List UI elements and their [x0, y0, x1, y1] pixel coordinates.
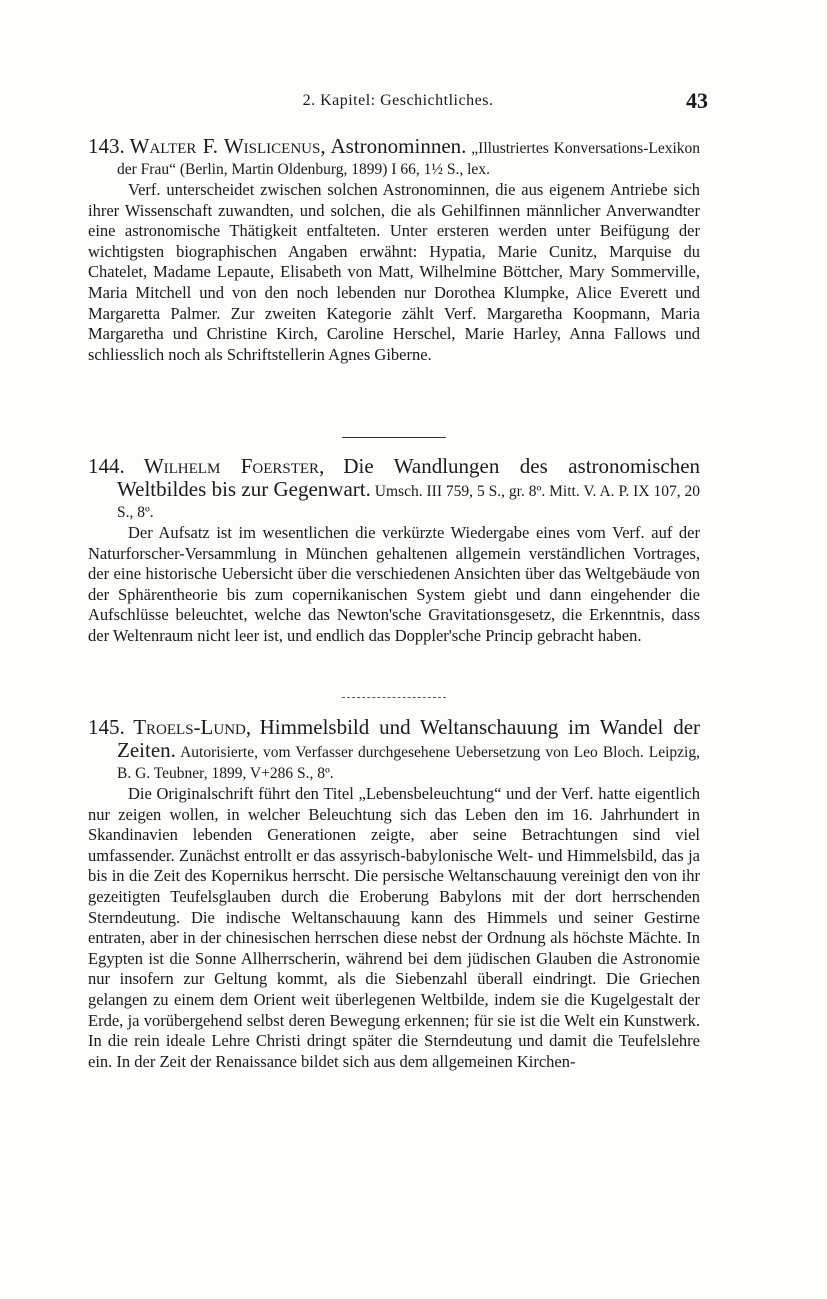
entry-heading: [88, 136, 700, 180]
entry-number: 145.: [88, 715, 125, 739]
page-header: [88, 88, 708, 122]
page-number: 43: [686, 88, 708, 113]
running-head: 2. Kapitel: Geschichtliches.: [302, 92, 494, 109]
bibliography-entry-143: [88, 136, 700, 365]
entry-author: Wilhelm Foerster,: [143, 454, 325, 478]
entry-summary: Die Originalschrift führt den Titel „Lebensbeleuchtung“ und der Verf. hatte eigentlich nur zeigen wollen, in welcher Beleuchtung sich das Leben den im 16. Jahrhundert in Skandinavien lebenden Generationen zeigte, aber seine Betrachtungen sind viel umfassender. Zunächst entrollt er das assyrisch-babylonische Welt- und Himmelsbild, das ja bis in die Zeit des Kopernikus herrscht. Die persische Weltanschauung vereinigt den von ihr gezeitigten Teufelsglauben durch die Eroberung Babylons mit der dort herrschenden Sterndeutung. Die indische Weltanschauung kann des Himmels und seiner Gestirne entraten, aber in der chinesischen herrschen diese nebst der Ordnung als höchste Mächte. In Egypten ist die Sonne Allherrscherin, während bei dem jüdischen Glauben die Astronomie nur insofern zur Geltung kommt, als die Siebenzahl überall eindringt. Die Griechen gelangen zu einem dem Orient weit überlegenen Weltbilde, indem sie die Kugelgestalt der Erde, ja vorübergehend selbst deren Bewegung erkennen; für sie ist die Welt ein Kunstwerk. In die rein ideale Lehre Christi dringt später die Sterndeutung und damit die Teufelslehre ein. In der Zeit der Renaissance bildet sich aus dem allgemeinen Kirchen-: [88, 784, 700, 1071]
entry-citation: Umsch. III 759, 5 S., gr. 8º. Mitt. V. A. P. IX 107, 20 S., 8º.: [117, 483, 700, 521]
entry-author: Walter F. Wislicenus,: [129, 134, 326, 158]
entry-title: Die Wandlungen des astronomischen Weltbildes bis zur Gegenwart.: [117, 454, 701, 501]
entry-heading: [88, 456, 700, 523]
entry-author: Troels-Lund,: [133, 715, 252, 739]
section-divider: [342, 697, 446, 698]
entry-title: Astronominnen.: [330, 134, 467, 158]
entry-citation: Autorisierte, vom Verfasser durchgesehene Uebersetzung von Leo Bloch. Leipzig, B. G. Teubner, 1899, V+286 S., 8º.: [117, 744, 700, 782]
entry-number: 143.: [88, 134, 125, 158]
entry-number: 144.: [88, 454, 125, 478]
entry-summary: Verf. unterscheidet zwischen solchen Astronominnen, die aus eigenem Antriebe sich ihrer Wissenschaft zuwandten, und solchen, die als Gehilfinnen männlicher Anverwandter eine astronomische Thätigkeit entfalteten. Unter ersteren werden unter Beifügung der wichtigsten biographischen Angaben erwähnt: Hypatia, Marie Cunitz, Marquise du Chatelet, Madame Lepaute, Elisabeth von Matt, Wilhelmine Böttcher, Mary Sommerville, Maria Mitchell und von den noch lebenden nur Dorothea Klumpke, Alice Everett und Margaretta Palmer. Zur zweiten Kategorie zählt Verf. Margaretha Koopmann, Maria Margaretha und Christine Kirch, Caroline Herschel, Marie Harley, Anna Fallows und schliesslich noch als Schriftstellerin Agnes Giberne.: [88, 180, 700, 364]
entry-citation: „Illustriertes Konversations-Lexikon der Frau“ (Berlin, Martin Oldenburg, 1899) I 66, 1½ S., lex.: [117, 140, 701, 178]
section-divider: [342, 437, 446, 438]
bibliography-entry-144: [88, 456, 700, 647]
entry-title: Himmelsbild und Weltanschauung im Wandel der Zeiten.: [117, 715, 701, 762]
entry-summary: Der Aufsatz ist im wesentlichen die verkürzte Wiedergabe eines vom Verf. auf der Naturforscher-Versammlung in München gehaltenen allgemein verständlichen Vortrages, der eine historische Uebersicht über die verschiedenen Ansichten über das Weltgebäude von der Sphärentheorie bis zum copernikanischen System giebt und dann eingehender die Aufschlüsse beleuchtet, welche das Newton'sche Gravitationsgesetz, die Erkenntnis, dass der Weltenraum nicht leer ist, und endlich das Doppler'sche Princip gebracht haben.: [88, 523, 700, 645]
bibliography-entry-145: [88, 717, 700, 1072]
entry-heading: [88, 717, 700, 784]
